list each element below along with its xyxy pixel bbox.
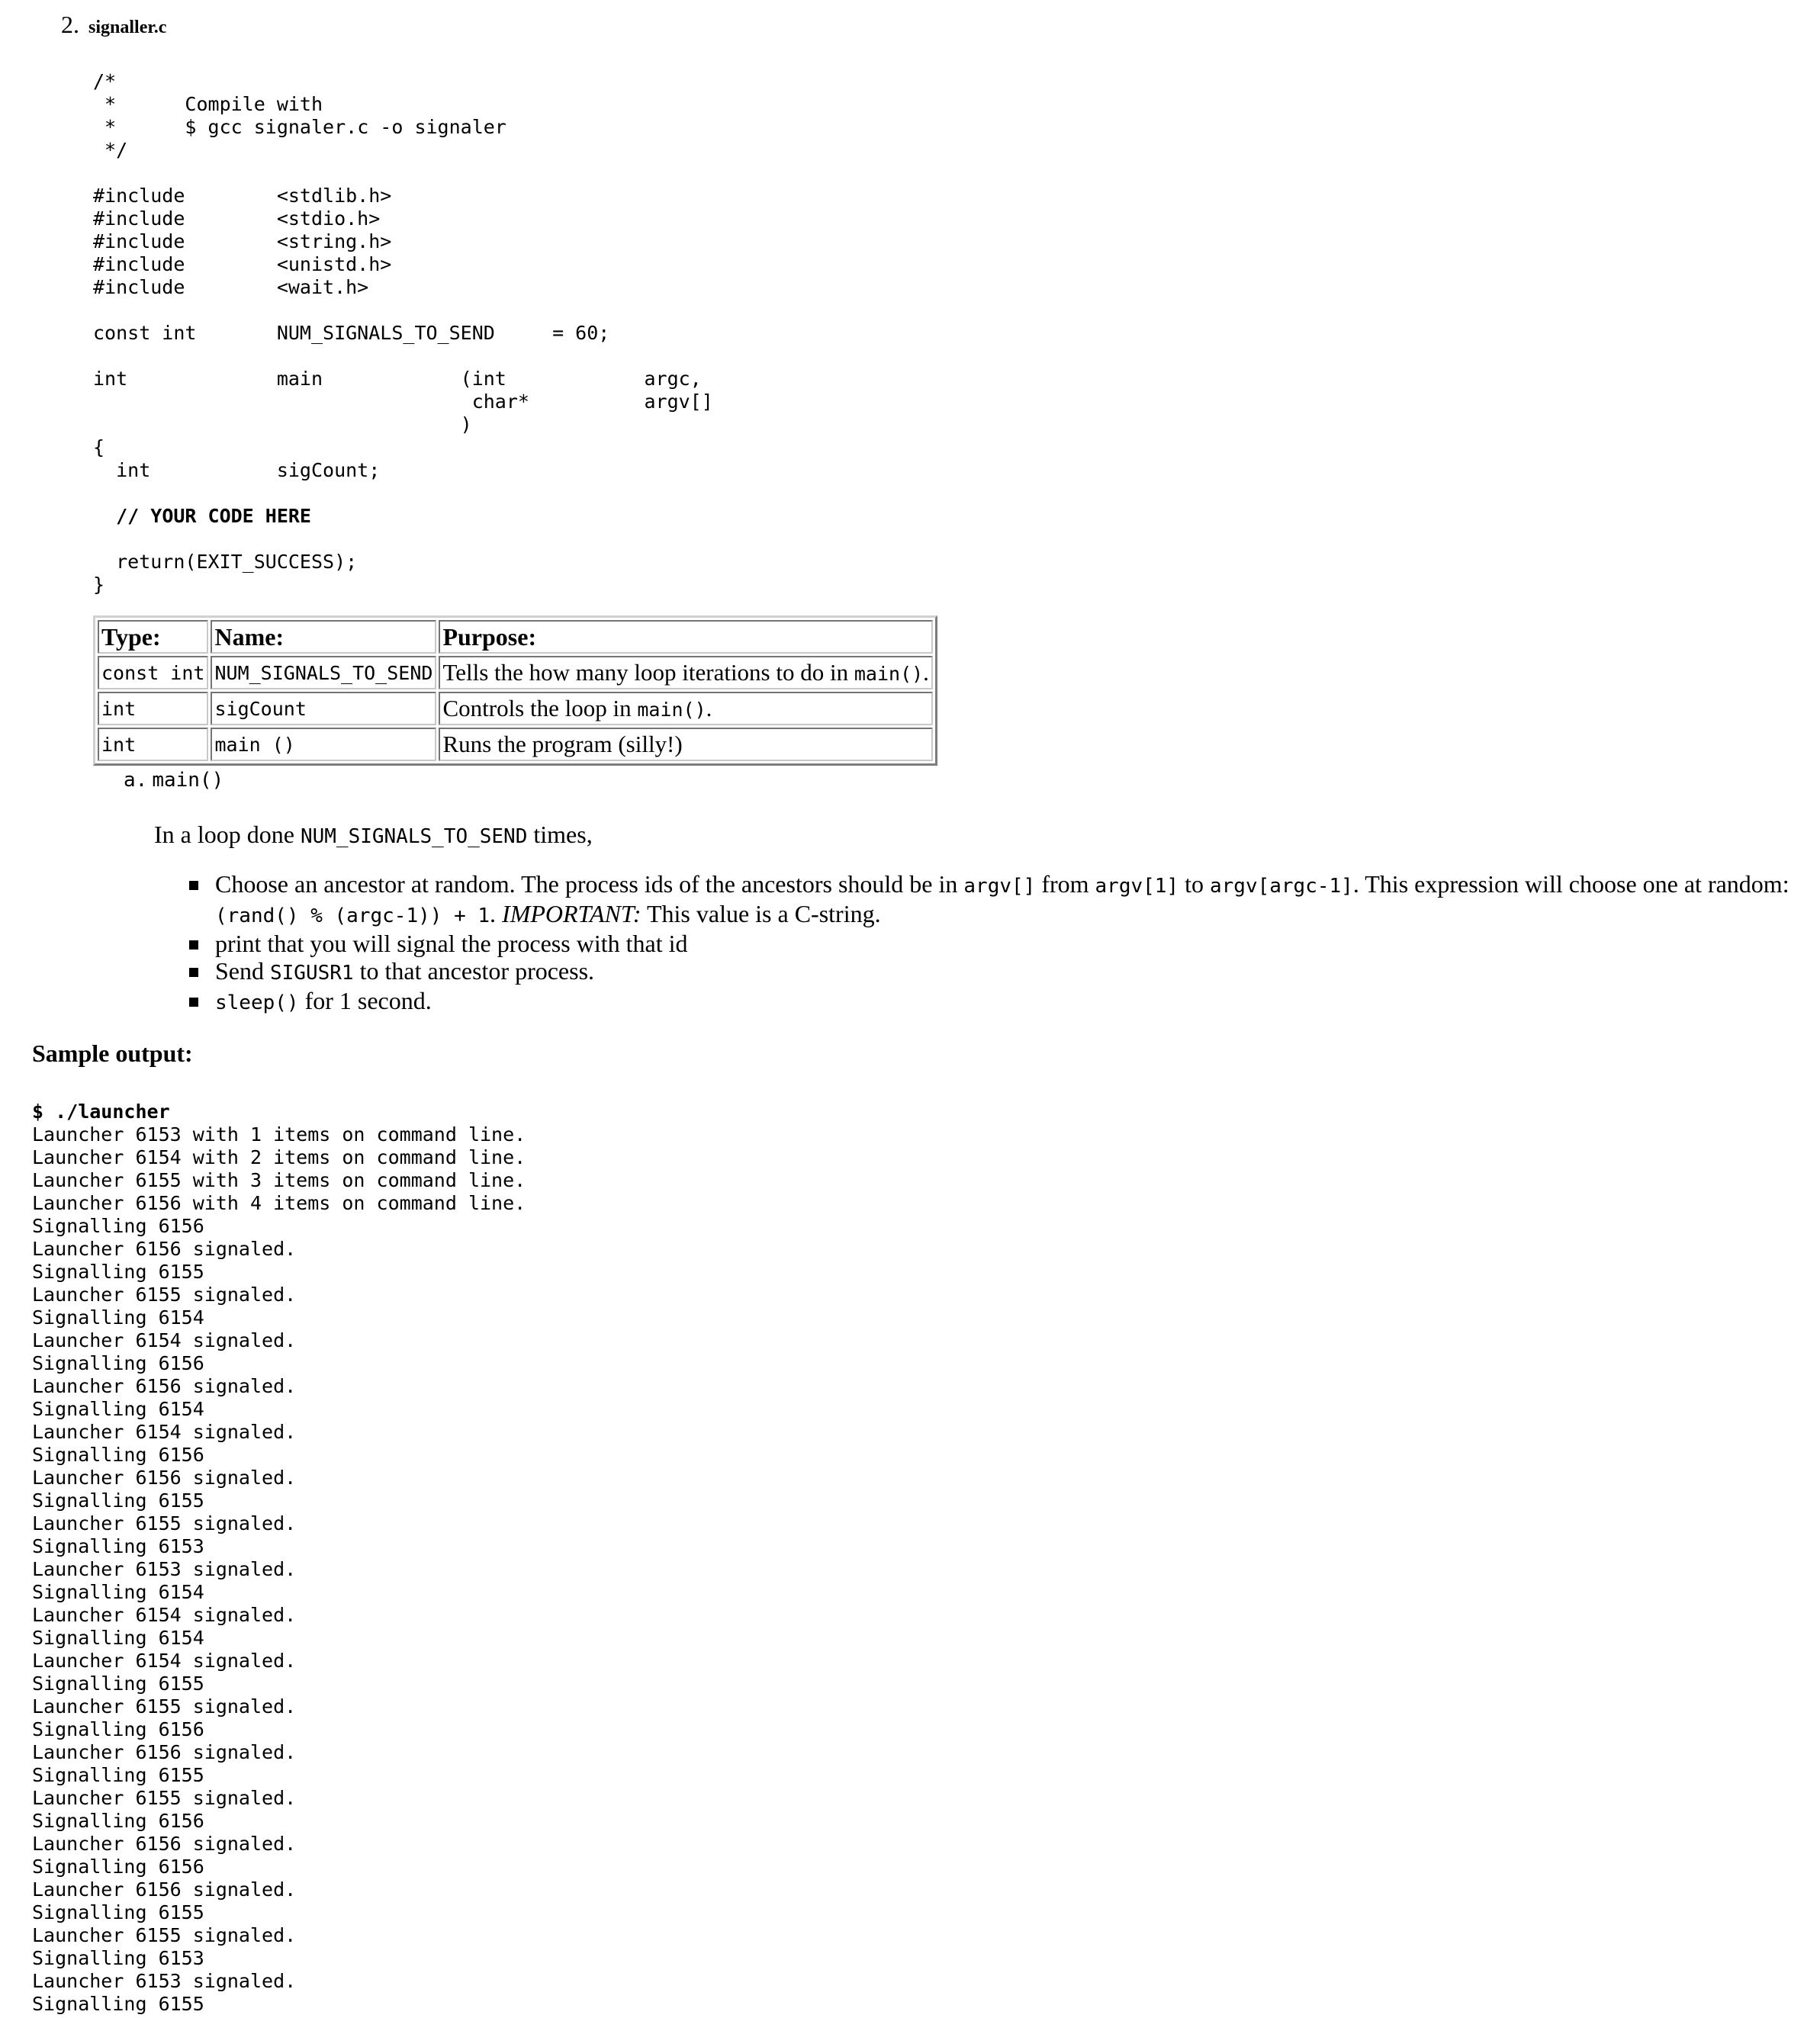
cell-name: main () — [211, 728, 436, 761]
purpose-text: Runs the program (silly!) — [442, 731, 683, 757]
loop-description — [154, 819, 593, 852]
code-lines-after: return(EXIT_SUCCESS); } — [93, 551, 358, 596]
cell-name: NUM_SIGNALS_TO_SEND — [211, 656, 436, 689]
bullet-code: sleep() — [215, 991, 299, 1014]
table-row — [98, 656, 933, 689]
header-type: Type: — [98, 620, 208, 654]
steps-list — [215, 870, 1809, 1017]
table-header-row — [98, 620, 933, 654]
purpose-suffix: . — [706, 695, 712, 721]
bullet-text: print that you will signal the process with that id — [215, 930, 688, 957]
bullet-text: from — [1035, 870, 1095, 898]
bullet-text: Send — [215, 957, 270, 985]
subitem-main — [124, 769, 223, 792]
para-code: NUM_SIGNALS_TO_SEND — [300, 825, 528, 848]
purpose-code: main() — [637, 699, 706, 721]
cell-purpose — [439, 656, 932, 689]
terminal-command: $ ./launcher — [32, 1101, 170, 1123]
variables-table — [93, 615, 937, 766]
subitem-letter: a. — [124, 769, 148, 792]
para-suffix: times, — [527, 821, 593, 848]
cell-purpose — [439, 728, 932, 761]
purpose-code: main() — [854, 663, 924, 685]
bullet-square-icon — [189, 968, 198, 977]
cell-type: int — [98, 728, 208, 761]
bullet-text: for 1 second. — [298, 987, 432, 1014]
cell-type: int — [98, 692, 208, 725]
header-name: Name: — [211, 620, 436, 654]
bullet-code: argv[] — [963, 875, 1036, 898]
bullet-code: SIGUSR1 — [270, 962, 354, 985]
purpose-text: Controls the loop in — [442, 695, 638, 721]
sample-output — [32, 1101, 526, 2016]
table-row — [98, 692, 933, 725]
terminal-output: Launcher 6153 with 1 items on command line. Launcher 6154 with 2 items on command line. Launcher 6155 with 3 items on command line. Launcher 6156 with 4 items on command line. Signalling 6156 Launcher 6156 signaled. Signalling 6155 Launcher 6155 signaled. Signalling 6154 Launcher 6154 signaled. Signalling 6156 Launcher 6156 signaled. Signalling 6154 Launcher 6154 signaled. Signalling 6156 Launcher 6156 signaled. Signalling 6155 Launcher 6155 signaled. Signalling 6153 Launcher 6153 signaled. Signalling 6154 Launcher 6154 signaled. Signalling 6154 Launcher 6154 signaled. Signalling 6155 Launcher 6155 signaled. Signalling 6156 Launcher 6156 signaled. Signalling 6155 Launcher 6155 signaled. Signalling 6156 Launcher 6156 signaled. Signalling 6156 Launcher 6156 signaled. Signalling 6155 Launcher 6155 signaled. Signalling 6153 Launcher 6153 signaled. Signalling 6155 — [32, 1123, 526, 2015]
table-row — [98, 728, 933, 761]
bullet-square-icon — [189, 881, 198, 890]
code-placeholder-comment: // YOUR CODE HERE — [116, 505, 311, 527]
bullet-text: Choose an ancestor at random. The process ids of the ancestors should be in — [215, 870, 964, 898]
bullet-emphasis: IMPORTANT: — [502, 900, 642, 927]
bullet-text: . — [490, 900, 503, 927]
bullet-text: to — [1178, 870, 1210, 898]
bullet-square-icon — [189, 940, 198, 950]
section-heading — [61, 8, 166, 44]
purpose-text: Tells the how many loop iterations to do in — [442, 659, 854, 686]
purpose-suffix: . — [923, 659, 929, 686]
bullet-code: (rand() % (argc-1)) + 1 — [215, 905, 490, 927]
section-filename: signaller.c — [88, 18, 167, 37]
sample-output-heading: Sample output: — [32, 1040, 193, 1067]
header-purpose: Purpose: — [439, 620, 932, 654]
list-item — [215, 957, 1809, 987]
cell-name: sigCount — [211, 692, 436, 725]
bullet-text: to that ancestor process. — [353, 957, 595, 985]
cell-purpose — [439, 692, 932, 725]
list-item — [215, 930, 1809, 957]
bullet-text: This value is a C-string. — [641, 900, 881, 927]
para-text: In a loop done — [154, 821, 301, 848]
bullet-code: argv[argc-1] — [1209, 875, 1353, 898]
bullet-code: argv[1] — [1095, 875, 1179, 898]
code-listing — [93, 70, 713, 596]
code-lines-before: /* * Compile with * $ gcc signaler.c -o signaler */ #include <stdlib.h> #include <stdio.h> #include <string.h> #include <unistd.h> #include <wait.h> const int NUM_SIGNALS_TO_SEND = 60; int main (int argc, char* argv[] ) { int sigCount; — [93, 70, 713, 481]
bullet-text: . This expression will choose one at random: — [1352, 870, 1789, 898]
subitem-function: main() — [152, 769, 224, 792]
list-item — [215, 870, 1809, 930]
list-item — [215, 987, 1809, 1017]
cell-type: const int — [98, 656, 208, 689]
section-number: 2. — [61, 11, 79, 38]
bullet-square-icon — [189, 998, 198, 1007]
